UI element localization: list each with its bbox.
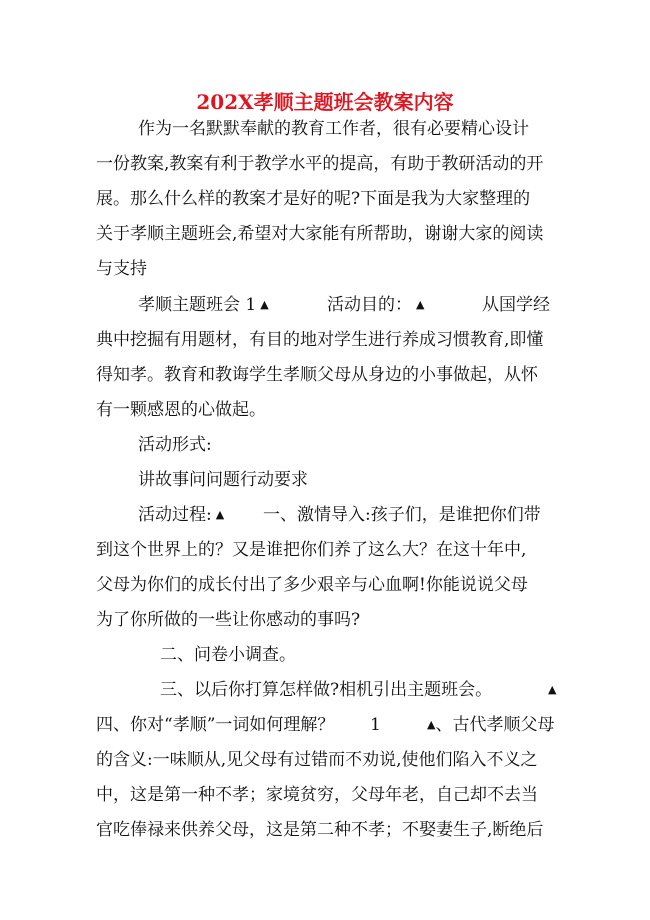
intro-line-4: 关于孝顺主题班会,希望对大家能有所帮助，谢谢大家的阅读 <box>96 224 544 244</box>
process-label-text: 活动过程: <box>138 505 212 525</box>
triangle-marker-icon: ▲ <box>260 298 269 311</box>
step3-marker <box>544 678 556 702</box>
goal-line-1: 典中挖掘有用题材，有目的地对学生进行养成习惯教育,即懂 <box>96 330 544 350</box>
triangle-marker-icon: ▲ <box>427 718 436 731</box>
triangle-marker-icon: ▲ <box>548 683 557 696</box>
intro-line-1: 作为一名默默奉献的教育工作者，很有必要精心设计 <box>138 119 529 139</box>
goal-line-2: 得知孝。教育和教诲学生孝顺父母从身边的小事做起，从怀 <box>96 365 538 385</box>
step4-b <box>423 713 554 737</box>
step3: 三、以后你打算怎样做?相机引出主题班会。 <box>160 680 493 700</box>
triangle-marker-icon: ▲ <box>215 508 225 521</box>
intro-line-2: 一份教案,教案有利于教学水平的提高，有助于教研活动的开 <box>96 154 544 174</box>
step2: 二、问卷小调查。 <box>160 645 296 665</box>
goal-text-first: 从国学经 <box>482 295 550 315</box>
intro-line-3: 展。那么什么样的教案才是好的呢?下面是我为大家整理的 <box>96 189 531 209</box>
document-title: 202X孝顺主题班会教案内容 <box>196 90 454 114</box>
section-title-text: 孝顺主题班会 1 <box>138 295 257 315</box>
step4-line-1: 的含义:一味顺从,见父母有过错而不劝说,使他们陷入不义之 <box>96 750 538 770</box>
form-text: 讲故事问问题行动要求 <box>138 470 308 490</box>
step4-a: 四、你对“孝顺”一词如何理解？ <box>96 715 335 735</box>
step1-line-2: 父母为你们的成长付出了多少艰辛与心血啊!你能说说父母 <box>96 575 528 595</box>
step1-line-1: 到这个世界上的？又是谁把你们养了这么大？在这十年中, <box>96 540 527 560</box>
goal-line-3: 有一颗感恩的心做起。 <box>96 400 266 420</box>
step4-line-3: 官吃俸禄来供养父母，这是第二种不孝；不娶妻生子,断绝后 <box>96 820 544 840</box>
intro-line-5: 与支持 <box>96 259 147 279</box>
step1-line-3: 为了你所做的一些让你感动的事吗? <box>96 610 361 630</box>
step4-number: 1 <box>370 715 381 735</box>
process-label <box>138 503 224 527</box>
goal-label-text: 活动目的： <box>327 295 412 315</box>
step4-b-text: 、古代孝顺父母 <box>435 715 555 735</box>
section-title <box>138 293 269 317</box>
form-label: 活动形式: <box>138 435 212 455</box>
step1-first: 一、激情导入:孩子们，是谁把你们带 <box>263 505 541 525</box>
triangle-marker-icon: ▲ <box>416 298 425 311</box>
step4-line-2: 中，这是第一种不孝；家境贫穷，父母年老，自己却不去当 <box>96 785 538 805</box>
goal-label <box>327 293 424 317</box>
